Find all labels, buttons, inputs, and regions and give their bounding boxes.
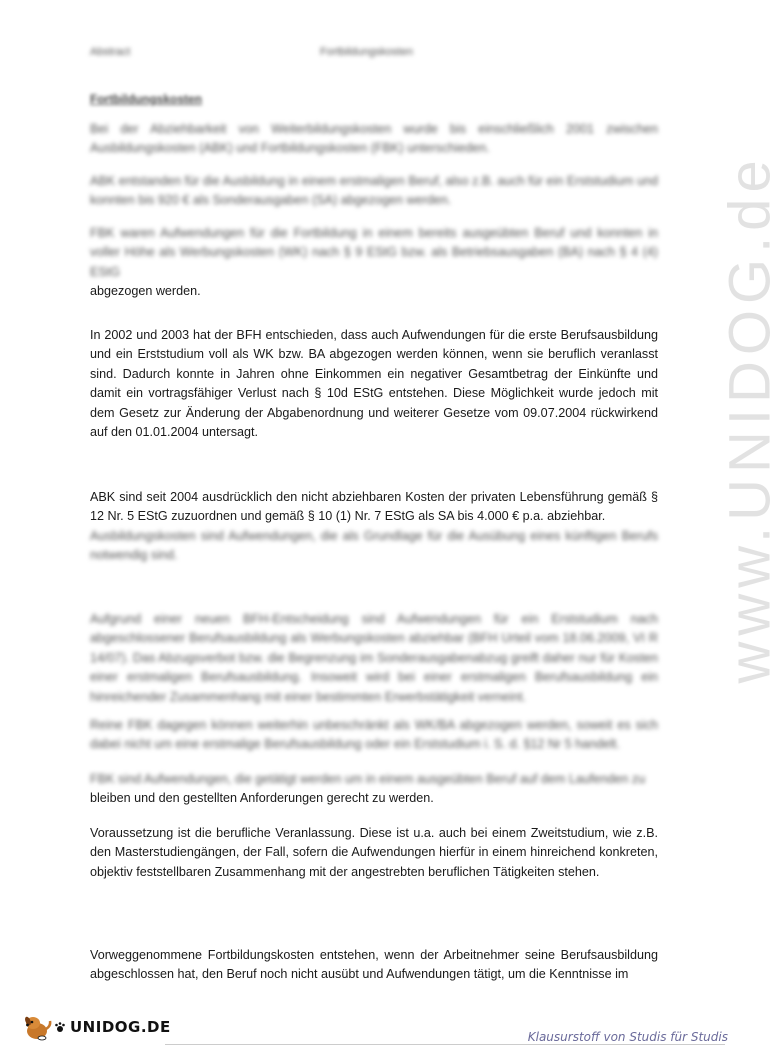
section-title: Fortbildungskosten [90,92,202,106]
paragraph-2: ABK entstanden für die Ausbildung in einem erstmaligen Beruf, also z.B. auch für ein Erststudium und konnten bis 920 € als Sonderausgaben (SA) abgezogen werden. [90,174,658,208]
unidog-logo [22,1012,171,1042]
footer-tagline: Klausurstoff von Studis für Studis [527,1030,728,1044]
paragraph-10: Vorweggenommene Fortbildungskosten entstehen, wenn der Arbeitnehmer seine Berufsausbildung abgeschlossen hat, den Beruf noch nicht ausübt und Aufwendungen tätigt, um die Kenntnisse im [90,948,658,982]
paragraph-7: Reine FBK dagegen können weiterhin unbeschränkt als WK/BA abgezogen werden, soweit es sich dabei nicht um eine erstmalige Berufsausbildung oder ein Erststudium i. S. d. §12 Nr 5 handelt. [90,718,658,752]
logo-text: UNIDOG.DE [70,1018,171,1036]
paw-icon [54,1021,66,1033]
paragraph-8-visible: bleiben und den gestellten Anforderungen gerecht zu werden. [90,791,434,806]
header-center: Fortbildungskosten [320,46,413,58]
watermark: www.UNIDOG.de [717,154,783,684]
paragraph-1: Bei der Abziehbarkeit von Weiterbildungskosten wurde bis einschließlich 2001 zwischen Ausbildungskosten (ABK) und Fortbildungskosten (FBK) unterschieden. [90,122,658,156]
header-left: Abstract [90,46,131,58]
paragraph-8-blurred: FBK sind Aufwendungen, die getätigt werden um in einem ausgeübten Beruf auf dem Laufenden zu [90,772,646,786]
paragraph-3 [90,224,658,302]
paragraph-5 [90,488,658,566]
footer-divider [165,1044,725,1045]
paragraph-5-blurred: Ausbildungskosten sind Aufwendungen, die als Grundlage für die Ausübung eines künftigen Berufs notwendig sind. [90,528,658,563]
paragraph-9: Voraussetzung ist die berufliche Veranlassung. Diese ist u.a. auch bei einem Zweitstudium, wie z.B. den Masterstudiengängen, der Fall, sofern die Aufwendungen hierfür in einem hinreichend konkreten, objektiv feststellbaren Zusammenhang mit der angestrebten beruflichen Tätigkeiten stehen. [90,826,658,879]
paragraph-6: Aufgrund einer neuen BFH-Entscheidung sind Aufwendungen für ein Erststudium nach abgeschlossener Berufsausbildung als Werbungskosten abziehbar (BFH Urteil vom 18.06.2009, VI R 14/07). Das Abzugsverbot bzw. die Begrenzung im Sonderausgabenabzug greift daher nur für Kosten einer erstmaligen Berufsausbildung. Insoweit wird bei einer erstmaligen Berufsausbildung ein hinreichender Zusammenhang mit einer bestimmten Erwerbstätigkeit verneint. [90,612,658,704]
paragraph-3-visible: abgezogen werden. [90,284,201,299]
paragraph-8 [90,770,658,809]
paragraph-3-blurred: FBK waren Aufwendungen für die Fortbildung in einem bereits ausgeübten Beruf und konnten in voller Höhe als Werbungskosten (WK) nach § 9 EStG bzw. als Betriebsausgaben (BA) nach § 4 (4) EStG [90,226,658,279]
paragraph-4: In 2002 und 2003 hat der BFH entschieden, dass auch Aufwendungen für die erste Berufsausbildung und ein Erststudium voll als WK bzw. BA abgezogen werden können, wenn sie beruflich veranlasst sind. Dadurch konnte in Jahren ohne Einkommen ein negativer Gesamtbetrag der Einkünfte und damit ein vortragsfähiger Verlust nach § 10d EStG entstehen. Diese Möglichkeit wurde jedoch mit dem Gesetz zur Änderung der Abgabenordnung und weiterer Gesetze vom 09.07.2004 rückwirkend auf den 01.01.2004 untersagt. [90,328,658,440]
dog-mascot-icon [22,1012,52,1042]
paragraph-5-visible: ABK sind seit 2004 ausdrücklich den nicht abziehbaren Kosten der privaten Lebensführung gemäß § 12 Nr. 5 EStG zuzuordnen und gemäß § 10 (1) Nr. 7 EStG als SA bis 4.000 € p.a. abziehbar. [90,490,658,524]
